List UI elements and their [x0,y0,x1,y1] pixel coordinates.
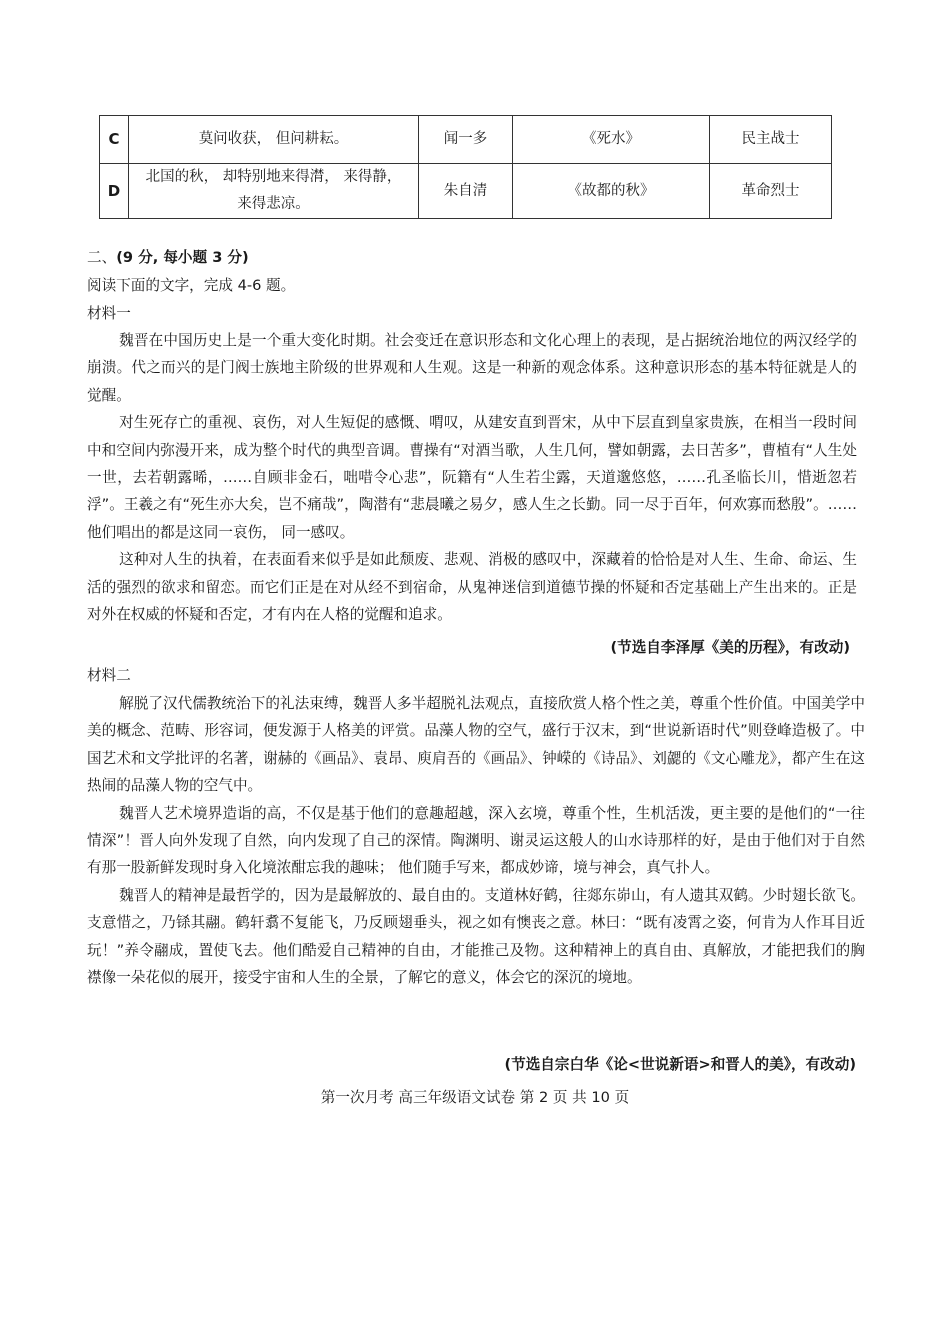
option-letter: D [100,164,129,219]
option-quote: 莫问收获， 但问耕耘。 [129,116,419,164]
material1-body [87,327,857,628]
page-footer: 第一次月考 高三年级语文试卷 第 2 页 共 10 页 [320,1089,630,1106]
material2-body [87,690,865,991]
option-letter: C [100,116,129,164]
option-identity: 革命烈士 [710,164,832,219]
section-instruction: 阅读下面的文字，完成 4-6 题。 [87,277,296,294]
material1-label: 材料一 [87,305,131,322]
material2-paragraph-2: 魏晋人艺术境界造诣的高，不仅是基于他们的意趣超越，深入玄境，尊重个性，生机活泼，更主要的是他们的“一往情深”！晋人向外发现了自然，向内发现了自己的深情。陶渊明、谢灵运这般人的山水诗那样的好，是由于他们对于自然有那一股新鲜发现时身入化境浓酣忘我的趣味； 他们随手写来，都成妙谛，境与神会，真气扑人。 [87,804,865,877]
table-row [100,164,832,219]
option-author: 朱自清 [419,164,513,219]
option-work: 《故都的秋》 [513,164,710,219]
material2-source: (节选自宗白华《论<世说新语>和晋人的美》，有改动) [504,1056,856,1073]
option-work: 《死水》 [513,116,710,164]
material2-paragraph-3: 魏晋人的精神是最哲学的，因为是最解放的、最自由的。支道林好鹤，往郯东峁山，有人遗其双鹤。少时翅长欲飞。支意惜之，乃铩其翮。鹤轩翥不复能飞，乃反顾翅垂头，视之如有懊丧之意。林曰：“既有凌霄之姿，何肯为人作耳目近玩！”养令翮成，置使飞去。他们酷爱自己精神的自由，才能推己及物。这种精神上的真自由、真解放，才能把我们的胸襟像一朵花似的展开，接受宇宙和人生的全景，了解它的意义，体会它的深沉的境地。 [87,886,865,987]
material1-paragraph-2: 对生死存亡的重视、哀伤，对人生短促的感慨、喟叹，从建安直到晋宋，从中下层直到皇家贵族，在相当一段时间中和空间内弥漫开来，成为整个时代的典型音调。曹操有“对酒当歌，人生几何，譬如朝露，去日苦多”，曹植有“人生处一世，去若朝露晞，……自顾非金石，咄唶令心悲”，阮籍有“人生若尘露，天道邈悠悠，……孔圣临长川，惜逝忽若浮”。王羲之有“死生亦大矣，岂不痛哉”，陶潜有“悲晨曦之易夕，感人生之长勤。同一尽于百年，何欢寡而愁殷”。……他们唱出的都是这同一哀伤， 同一感叹。 [87,414,857,541]
table-row [100,116,832,164]
option-author: 闻一多 [419,116,513,164]
section-number: 二、 [87,249,117,266]
option-identity: 民主战士 [710,116,832,164]
options-table [99,115,832,219]
section-heading [87,244,857,272]
option-quote: 北国的秋， 却特别地来得潸， 来得静，来得悲凉。 [129,164,419,219]
material1-source: (节选自李泽厚《美的历程》，有改动) [610,639,850,656]
material2-label: 材料二 [87,667,131,684]
material1-paragraph-3: 这种对人生的执着，在表面看来似乎是如此颓废、悲观、消极的感叹中，深藏着的恰恰是对人生、生命、命运、生活的强烈的欲求和留恋。而它们正是在对从经不到宿命，从鬼神迷信到道德节操的怀疑和否定基础上产生出来的。正是对外在权威的怀疑和否定，才有内在人格的觉醒和追求。 [87,551,857,624]
section-score: (9 分, 每小题 3 分) [116,249,249,266]
material2-paragraph-1: 解脱了汉代儒教统治下的礼法束缚，魏晋人多半超脱礼法观点，直接欣赏人格个性之美，尊重个性价值。中国美学中美的概念、范畴、形容词，便发源于人格美的评赏。品藻人物的空气，盛行于汉末，到“世说新语时代”则登峰造极了。中国艺术和文学批评的名著，谢赫的《画品》、袁昂、庾肩吾的《画品》、钟嵘的《诗品》、刘勰的《文心雕龙》，都产生在这热闹的品藻人物的空气中。 [87,695,865,795]
material1-paragraph-1: 魏晋在中国历史上是一个重大变化时期。社会变迁在意识形态和文化心理上的表现，是占据统治地位的两汉经学的崩溃。代之而兴的是门阀士族地主阶级的世界观和人生观。这是一种新的观念体系。这种意识形态的基本特征就是人的觉醒。 [87,332,857,404]
